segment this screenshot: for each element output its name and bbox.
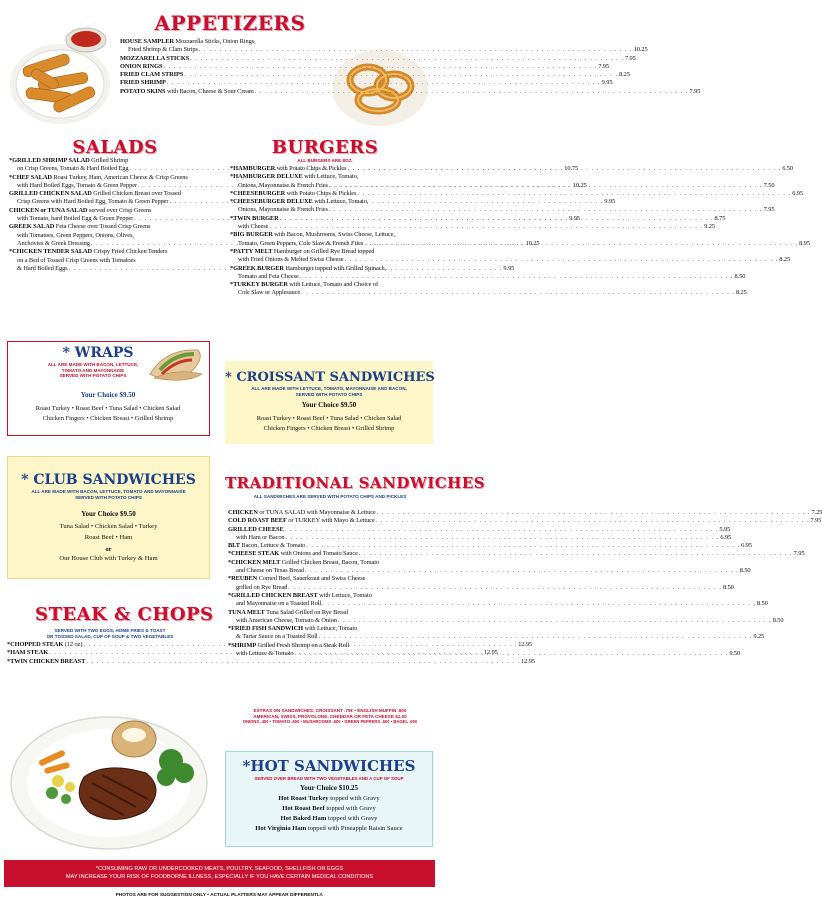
menu-item: FRIED SHRIMP . . . 9.95 (120, 79, 322, 87)
menu-item-price: 6.95 (741, 542, 752, 550)
menu-line-text (17, 240, 90, 248)
menu-item-desc: with Lettuce & Tomato (236, 650, 294, 658)
menu-line-text (238, 206, 328, 214)
menu-item-name: *BIG BURGER (230, 231, 273, 239)
menu-item-name: *CHEF SALAD (9, 173, 52, 181)
menu-line-text (228, 526, 284, 534)
menu-item-price: 7.95 (810, 517, 822, 525)
wraps-box (7, 341, 210, 436)
leader-dots (288, 584, 722, 592)
menu-item-desc: or TUNA SALAD with Mayonnaise & Lettuce (257, 509, 376, 516)
hot-box (225, 751, 433, 847)
menu-item-desc: on Crisp Greens, Tomato & Hard Boiled Egg (17, 165, 129, 173)
steak-title: STEAK & CHOPS (35, 604, 214, 625)
wraps-subtitle-3: SERVED WITH POTATO CHIPS (59, 373, 127, 379)
menu-line (228, 609, 433, 617)
menu-item-desc: with Cheese (238, 223, 269, 231)
menu-line (230, 272, 746, 281)
wraps-subtitle-2: TOMATO AND MAYONNAISE (61, 367, 125, 373)
traditional-extras (225, 708, 435, 725)
croissant-choice: Your Choice $9.50 (301, 401, 357, 409)
wraps-subtitle-1: ALL ARE MADE WITH BACON, LETTUCE, (47, 362, 139, 367)
menu-item-desc: Tomato and Feta Cheese (238, 272, 299, 280)
menu-line (228, 509, 822, 517)
menu-line (9, 232, 210, 240)
club-subtitle-2: SERVED WITH POTATO CHIPS (75, 494, 142, 500)
leader-dots (306, 542, 740, 550)
menu-item-desc: & Hard Boiled Eggs (17, 264, 68, 272)
steak-plate-photo (6, 703, 212, 853)
menu-line (228, 575, 433, 583)
menu-item-name: *TURKEY BURGER (230, 281, 288, 289)
hot-list (226, 794, 432, 834)
leader-dots (286, 534, 720, 542)
menu-item-price: 7.95 (793, 550, 805, 558)
menu-line (228, 542, 752, 550)
hot-title: *HOT SANDWICHES (242, 757, 416, 775)
menu-line (9, 257, 210, 265)
menu-line (228, 592, 433, 600)
menu-item-desc: Tuna Salad Grilled on Rye Bread (264, 608, 348, 616)
menu-line (230, 256, 791, 264)
menu-line-text (236, 567, 304, 575)
menu-line-text (236, 600, 321, 608)
menu-line-text (9, 190, 181, 198)
menu-item-price: 8.50 (734, 272, 746, 280)
menu-line-text (9, 174, 188, 182)
menu-item-name: GRILLED CHEESE (228, 525, 284, 533)
menu-line (230, 265, 432, 273)
menu-item-name: *CHICKEN TENDER SALAD (9, 248, 93, 256)
menu-line-text (17, 182, 137, 190)
menu-line-text (228, 575, 365, 583)
menu-item-desc: Cole Slaw or Applesauce (238, 289, 301, 297)
menu-item-desc: with Lettuce, Tomato (317, 591, 372, 599)
leader-dots (285, 526, 719, 534)
menu-line-text (230, 165, 346, 173)
croissant-options-2: Chicken Fingers • Chicken Breast • Grilled Shrimp (263, 425, 395, 432)
appetizers-title: APPETIZERS (154, 11, 306, 35)
menu-item-price: 9.50 (729, 650, 741, 658)
menu-line (228, 616, 784, 625)
menu-item: Hot Baked Ham topped with Gravy (280, 815, 378, 822)
menu-line-text (9, 157, 128, 165)
menu-line-text (9, 223, 150, 231)
menu-line-text (230, 265, 386, 273)
menu-item-name: *GRILLED CHICKEN BREAST (228, 591, 318, 599)
menu-line-text (230, 281, 378, 289)
menu-line-text (228, 592, 372, 600)
menu-line-text (230, 198, 368, 206)
menu-item-desc: with Potato Chips & Pickles (285, 189, 357, 197)
menu-item-price: 7.50 (763, 181, 775, 189)
croissant-subtitle-1: ALL ARE MADE WITH LETTUCE, TOMATO, MAYONNAISE AND BACON, (251, 386, 407, 391)
club-box (7, 456, 210, 579)
menu-item-desc: & Tartar Sauce on a Toasted Roll (236, 633, 318, 641)
menu-item-desc: Hamburger topped with Grilled Spinach, (283, 264, 387, 272)
club-title: * CLUB SANDWICHES (21, 472, 196, 488)
menu-line (230, 198, 432, 206)
menu-item: Hot Roast Beef topped with Gravy (282, 805, 376, 812)
hot-choice: Your Choice $10.25 (299, 784, 358, 792)
wraps-choice: Your Choice $9.50 (80, 391, 136, 399)
menu-line-text (230, 190, 356, 198)
menu-item-name: GREEK SALAD (9, 223, 55, 231)
menu-line-text (228, 517, 375, 525)
menu-item-desc: Grilled Shrimp (89, 157, 129, 164)
burgers-title: BURGERS (271, 137, 379, 158)
menu-line (228, 525, 731, 534)
menu-line-text (238, 223, 268, 231)
menu-line-text (17, 257, 136, 265)
menu-item-desc: Onions, Mayonnaise & French Fries (238, 206, 328, 214)
footer-warning-banner (4, 860, 435, 887)
menu-item-desc: Roast Turkey, Ham, American Cheese & Crisp Greens (51, 173, 188, 181)
menu-line-text (17, 215, 133, 223)
menu-item: Fried Shrimp & Clam Strips . . . 10.25 (120, 46, 322, 54)
menu-line (228, 559, 433, 567)
menu-item-name: *SHRIMP (228, 641, 257, 649)
wraps-options-2: Chicken Fingers • Chicken Breast • Grilled Shrimp (42, 415, 174, 422)
menu-item: *TWIN CHICKEN BREAST . . . 12.95 (7, 658, 207, 666)
menu-item-desc: Anchovies & Greek Dressing (17, 239, 90, 247)
menu-line (9, 207, 210, 215)
menu-item: *HAM STEAK . . . 12.95 (7, 649, 207, 657)
traditional-subtitle: ALL SANDWICHES ARE SERVED WITH POTATO CHIPS AND PICKLES (253, 494, 407, 499)
extras-line-1: EXTRAS ON SANDWICHES: CROISSANT .75¢ • ENGLISH MUFFIN .60¢ (253, 708, 407, 713)
menu-item-name: *CHEESEBURGER DELUXE (230, 198, 313, 206)
menu-item-name: *CHEESEBURGER (230, 189, 286, 197)
menu-item-desc: with Ham or Bacon (236, 533, 285, 541)
menu-line (9, 157, 210, 165)
menu-line-text (9, 248, 167, 256)
menu-item-price: 8.50 (772, 616, 784, 624)
leader-dots (269, 223, 703, 231)
menu-line-text (228, 625, 357, 633)
menu-item-desc: Onions, Mayonnaise & French Fries (238, 181, 328, 189)
wraps-options-1: Roast Turkey • Roast Beef • Tuna Salad • Chicken Salad (35, 405, 181, 412)
menu-line (9, 190, 210, 198)
menu-item-desc: Tomato, Green Peppers, Cole Slaw & French Fries (238, 239, 364, 247)
menu-line (230, 231, 432, 239)
menu-line-text (238, 289, 300, 297)
menu-item-price: 8.25 (735, 289, 747, 297)
menu-line-text (230, 215, 279, 223)
menu-item-name: *CHICKEN MELT (228, 558, 281, 566)
menu-line (230, 173, 432, 181)
menu-item-price: 10.25 (572, 181, 587, 189)
leader-dots (376, 517, 810, 525)
menu-item-desc: on a Bed of Tossed Crisp Greens with Tomatoes (17, 256, 136, 264)
menu-item-price: 7.95 (763, 206, 775, 214)
menu-item-desc: with Lettuce, Tomato, (302, 173, 359, 181)
menu-line-text (228, 559, 379, 567)
menu-item-price: 8.75 (714, 214, 726, 222)
menu-item-name: BLT (228, 542, 240, 550)
leader-dots (377, 509, 811, 517)
menu-item-desc: Grilled Chicken Breast, Bacon, Tomato (280, 558, 380, 566)
menu-item-desc: and Mayonnaise on a Toasted Roll (236, 600, 322, 608)
leader-dots (344, 256, 778, 264)
menu-line-text (17, 265, 68, 273)
menu-line (9, 248, 210, 256)
menu-item-name: TUNA MELT (228, 608, 265, 616)
menu-item-name: *REUBEN (228, 575, 258, 583)
menu-item-desc: with Fried Onions & Melted Swiss Cheese (238, 256, 344, 264)
menu-item-desc: Hamburger on Grilled Rye Bread topped (272, 247, 375, 255)
menu-item: Hot Roast Turkey topped with Gravy (278, 795, 380, 802)
menu-item-price: 6.95 (720, 533, 732, 541)
menu-item-name: *TWIN BURGER (230, 214, 279, 222)
menu-item-price: 8.50 (739, 567, 751, 575)
menu-item-desc: Feta Cheese over Tossed Crisp Greens (54, 223, 151, 231)
menu-line-text (236, 617, 337, 625)
leader-dots (347, 165, 781, 173)
salads-title: SALADS (72, 137, 158, 158)
menu-item-name: *GRILLED SHRIMP SALAD (9, 157, 90, 164)
steak-subtitle-2: OR TOSSED SALAD, CUP OF SOUP & TWO VEGETABLES (46, 633, 174, 639)
menu-item-price: 9.95 (569, 215, 580, 223)
traditional-title: TRADITIONAL SANDWICHES (225, 474, 486, 492)
menu-item-desc: Corned Beef, Sauerkraut and Swiss Cheese (257, 575, 366, 583)
menu-line-text (9, 207, 151, 215)
menu-item-price: 9.95 (503, 264, 515, 272)
menu-line (230, 281, 432, 289)
menu-item-desc: with Lettuce, Tomato (303, 625, 358, 633)
menu-item-desc: with Potato Chips & Pickles (275, 165, 347, 172)
menu-item-name: *CHEESE STEAK (228, 550, 280, 558)
menu-line (230, 206, 775, 214)
extras-line-3: ONIONS .40¢ • TOMATO .60¢ • MUSHROOMS .60¢ • GREEN PEPPERS .60¢ • BAGEL .60¢ (242, 719, 418, 725)
menu-item-desc: Bacon, Lettuce & Tomato (239, 542, 306, 550)
menu-item-price: 6.95 (792, 189, 804, 197)
club-or: or (105, 546, 112, 553)
menu-item-price: 8.25 (779, 256, 791, 264)
menu-item-desc: and Cheese on Texas Bread (236, 567, 304, 575)
leader-dots (301, 289, 735, 297)
menu-item-desc: with American Cheese, Tomato & Onion (236, 616, 337, 624)
menu-line (230, 189, 804, 198)
menu-item-price: 7.25 (811, 509, 822, 516)
menu-item-desc: Crispy Fried Chicken Tenders (92, 248, 168, 256)
menu-item: Hot Virginia Ham topped with Pineapple Raisin Sauce (255, 825, 403, 832)
menu-line-text (228, 542, 305, 550)
extras-line-2: AMERICAN, SWISS, PROVOLONE, CHEDDAR OR FETA CHEESE $1.00 (253, 713, 407, 719)
menu-item-desc: with Tomato, hard Boiled Egg & Green Pepper (17, 215, 134, 223)
menu-line-text (228, 550, 358, 558)
menu-line-text (238, 256, 343, 264)
menu-item-desc: Grilled Chicken Breast over Tossed (91, 190, 181, 198)
menu-item-price: 9.25 (753, 633, 765, 641)
croissant-options-1: Roast Turkey • Roast Beef • Tuna Salad • Chicken Salad (256, 415, 402, 422)
club-house: Our House Club with Turkey & Ham (59, 555, 158, 562)
menu-line-text (238, 240, 363, 248)
menu-line (9, 223, 210, 231)
menu-item-desc: with Hard Boiled Eggs, Tomato & Green Pepper (17, 181, 137, 189)
menu-line-text (228, 609, 348, 617)
menu-item-desc: with Bacon, Mushrooms, Swiss Cheese, Lettuce, (272, 231, 395, 239)
menu-line-text (238, 273, 299, 281)
croissant-subtitle-2: SERVED WITH POTATO CHIPS (295, 391, 363, 397)
leader-dots (300, 273, 734, 281)
menu-item-name: GRILLED CHICKEN SALAD (9, 190, 92, 198)
leader-dots (322, 600, 756, 608)
hot-subtitle: SERVED OVER BREAD WITH TWO VEGETABLES AND A CUP OF SOUP (254, 776, 404, 781)
menu-line (230, 248, 432, 256)
footer-note: PHOTOS ARE FOR SUGGESTION ONLY • ACTUAL PLATTERS MAY APPEAR DIFFERENTLY. (115, 893, 324, 898)
menu-item-name: *GREEK BURGER (230, 264, 284, 272)
menu-item-price: 8.50 (756, 600, 768, 608)
menu-item-desc: Grilled Fresh Shrimp on a Steak Roll (256, 641, 350, 649)
croissant-title: * CROISSANT SANDWICHES (225, 370, 435, 385)
menu-item-desc: with Lettuce, Tomato, (312, 198, 369, 206)
menu-line (228, 567, 751, 575)
menu-item: HOUSE SAMPLER Mozzarella Sticks, Onion Rings, (120, 38, 256, 45)
menu-item: MOZZARELLA STICKS . . . 7.95 (120, 55, 322, 63)
menu-item-desc: served over Crisp Greens (87, 206, 152, 214)
leader-dots (329, 182, 763, 190)
leader-dots (329, 206, 763, 214)
leader-dots (338, 617, 772, 625)
menu-item-price: 8.95 (799, 239, 810, 247)
menu-item-desc: grilled on Rye Bread (236, 583, 288, 591)
menu-item-name: CHICKEN or TUNA SALAD (9, 206, 88, 214)
menu-item-price: 8.50 (722, 583, 734, 591)
mozzarella-sticks-photo (8, 18, 112, 126)
menu-item-name: *HAMBURGER DELUXE (230, 173, 303, 181)
menu-line-text (230, 231, 395, 239)
leader-dots (280, 215, 714, 223)
menu-item-price: 10.75 (564, 165, 579, 173)
leader-dots (364, 240, 798, 248)
menu-item: *CHOPPED STEAK (12 oz) . . . 12.95 (7, 641, 207, 649)
menu-item-desc: with Tomatoes, Green Peppers, Onions, Olives, (17, 231, 134, 239)
menu-item-desc: or TURKEY with Mayo & Lettuce (286, 517, 375, 525)
menu-item-price: 6.50 (782, 165, 793, 172)
menu-item: FRIED CLAM STRIPS . . . 8.25 (120, 71, 322, 79)
leader-dots (359, 550, 793, 558)
menu-line (228, 583, 734, 592)
menu-item-price: 5.95 (719, 525, 731, 533)
club-subtitle-1: ALL ARE MADE WITH BACON, LETTUCE, TOMATO AND MAYONNAISE (31, 489, 186, 494)
menu-line-text (17, 198, 168, 206)
menu-item-desc: with Onions and Tomato Sauce (279, 550, 358, 558)
menu-line-text (236, 534, 285, 542)
menu-line (230, 223, 715, 231)
menu-line (228, 600, 768, 608)
steak-subtitle-1: SERVED WITH TWO EGGS, HOME FRIES & TOAST (54, 628, 166, 633)
menu-line-text (236, 584, 287, 592)
club-options-2: Roast Beef • Ham (84, 534, 133, 541)
footer-warning-2: MAY INCREASE YOUR RISK OF FOODBORNE ILLNESS, ESPECIALLY IF YOU HAVE CERTAIN MEDICAL CONDITIONS (65, 874, 374, 880)
leader-dots (357, 190, 791, 198)
appetizers-list (120, 38, 701, 96)
menu-line-text (17, 165, 128, 173)
club-options-1: Tuna Salad • Chicken Salad • Turkey (59, 523, 158, 530)
menu-item-desc: with Lettuce, Tomato and Choice of (287, 281, 379, 289)
menu-item-name: *FRIED FISH SANDWICH (228, 625, 304, 633)
burgers-subtitle: ALL BURGERS ARE 8OZ. (297, 158, 353, 163)
menu-line-text (230, 248, 374, 256)
menu-item: POTATO SKINS with Bacon, Cheese & Sour Cream . . . 7.95 (120, 88, 322, 96)
menu-line (228, 625, 433, 633)
menu-line-text (238, 182, 328, 190)
leader-dots (305, 567, 739, 575)
menu-item-name: CHICKEN (228, 509, 258, 516)
menu-line-text (228, 509, 376, 517)
menu-line (230, 289, 747, 297)
menu-item-price: 9.95 (604, 198, 616, 206)
croissant-box (225, 361, 433, 444)
menu-line (228, 533, 732, 542)
menu-line (9, 174, 210, 182)
menu-item-name: *HAMBURGER (230, 165, 276, 172)
menu-item-name: *PATTY MELT (230, 247, 273, 255)
menu-item: ONION RINGS . . . 7.95 (120, 63, 322, 71)
menu-item-price: 9.25 (704, 223, 715, 231)
club-choice: Your Choice $9.50 (81, 510, 136, 518)
menu-line-text (230, 173, 358, 181)
menu-line (228, 550, 805, 558)
menu-item-desc: Crisp Greens with Hard Boiled Egg, Tomato & Green Pepper (17, 198, 169, 206)
wraps-title: * WRAPS (62, 345, 134, 361)
menu-item-name: COLD ROAST BEEF (228, 517, 287, 525)
menu-item-price: 10.25 (525, 239, 540, 247)
footer-warning-1: *CONSUMING RAW OR UNDERCOOKED MEATS, POULTRY, SEAFOOD, SHELLFISH OR EGGS (95, 866, 344, 872)
menu-line (228, 517, 822, 525)
menu-line-text (17, 232, 134, 240)
